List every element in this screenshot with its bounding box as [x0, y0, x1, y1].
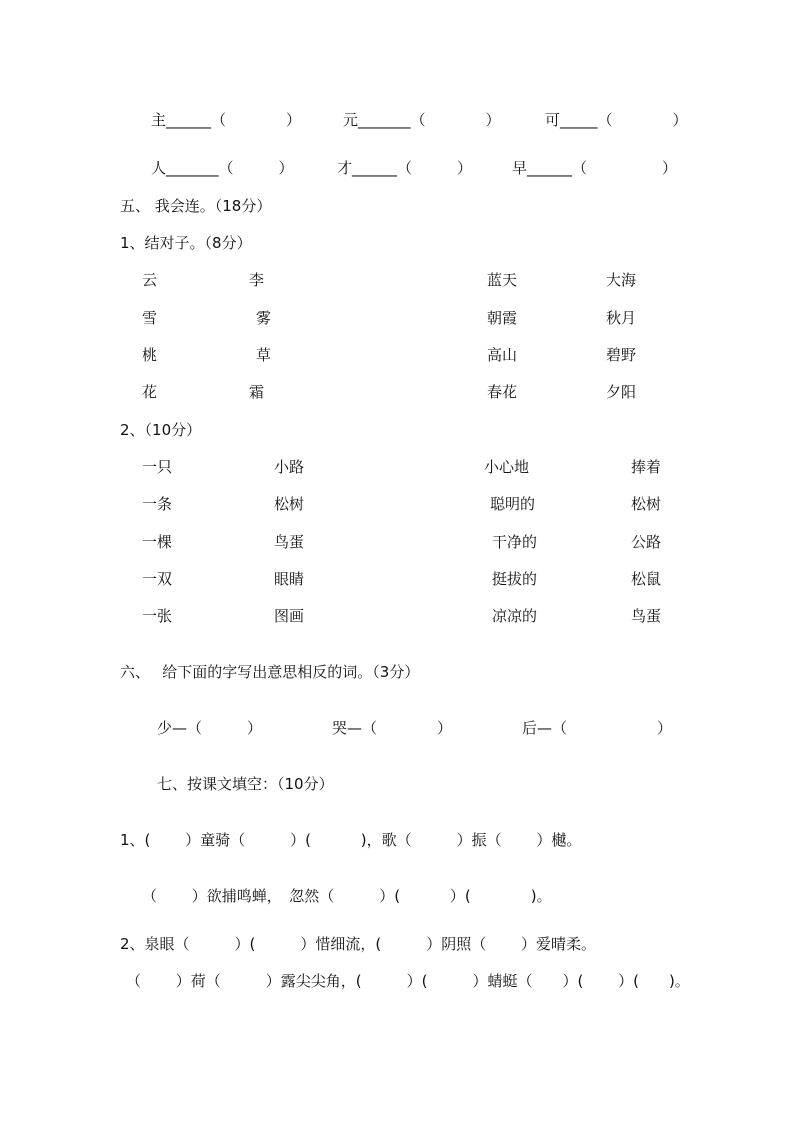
match-word: 雪 [142, 309, 158, 327]
antonym-item: 少—（ ） [157, 719, 263, 737]
match-word: 一张 [142, 607, 173, 625]
fill-in-item: 元_______（ ） [343, 111, 501, 129]
poem-line: （ ）欲捕鸣蝉， 忽然（ ）( ）( )。 [142, 887, 552, 905]
match-word: 挺拔的 [492, 570, 538, 588]
match-word: 草 [256, 346, 272, 364]
match-word: 碧野 [606, 346, 637, 364]
match-word: 雾 [256, 309, 272, 327]
match-word: 松树 [274, 495, 305, 513]
match-word: 夕阳 [606, 383, 637, 401]
poem-line: 1、( ）童骑（ ）( )，歌（ ）振（ ）樾。 [120, 831, 582, 849]
match-word: 眼睛 [274, 570, 305, 588]
match-word: 朝霞 [487, 309, 518, 327]
match-word: 桃 [142, 346, 158, 364]
match-word: 鸟蛋 [274, 533, 305, 551]
match-word: 松鼠 [631, 570, 662, 588]
match-word: 蓝天 [487, 271, 518, 289]
fill-in-item: 早______（ ） [512, 159, 678, 177]
match-word: 秋月 [606, 309, 637, 327]
antonym-item: 后—（ ） [522, 719, 673, 737]
match-word: 一条 [142, 495, 173, 513]
match-word: 聪明的 [490, 495, 536, 513]
fill-in-item: 主______（ ） [151, 111, 302, 129]
match-word: 公路 [631, 533, 662, 551]
match-word: 鸟蛋 [631, 607, 662, 625]
subsection-title: 1、结对子。（8分） [120, 234, 252, 252]
match-word: 小心地 [484, 458, 530, 476]
match-word: 一双 [142, 570, 173, 588]
match-word: 霜 [249, 383, 265, 401]
match-word: 捧着 [631, 458, 662, 476]
match-word: 松树 [631, 495, 662, 513]
antonym-item: 哭—（ ） [332, 719, 453, 737]
match-word: 花 [142, 383, 158, 401]
match-word: 大海 [606, 271, 637, 289]
match-word: 云 [142, 271, 158, 289]
poem-line: （ ）荷（ ）露尖尖角，( ）( ）蜻蜓（ ）( ）( )。 [126, 972, 690, 990]
match-word: 图画 [274, 607, 305, 625]
match-word: 小路 [274, 458, 305, 476]
section-title: 七、按课文填空：（10分） [157, 775, 334, 793]
match-word: 李 [249, 271, 265, 289]
match-word: 凉凉的 [492, 607, 538, 625]
match-word: 一棵 [142, 533, 173, 551]
section-title: 五、 我会连。（18分） [120, 197, 272, 215]
match-word: 春花 [487, 383, 518, 401]
match-word: 一只 [142, 458, 173, 476]
fill-in-item: 人_______（ ） [151, 159, 294, 177]
match-word: 干净的 [492, 533, 538, 551]
fill-in-item: 才______（ ） [337, 159, 473, 177]
section-title: 六、 给下面的字写出意思相反的词。（3分） [120, 663, 420, 681]
match-word: 高山 [487, 346, 518, 364]
subsection-title: 2、（10分） [120, 421, 202, 439]
fill-in-item: 可_____（ ） [545, 111, 688, 129]
poem-line: 2、泉眼（ ）( ）惜细流，( ）阴照（ ）爱晴柔。 [120, 935, 597, 953]
